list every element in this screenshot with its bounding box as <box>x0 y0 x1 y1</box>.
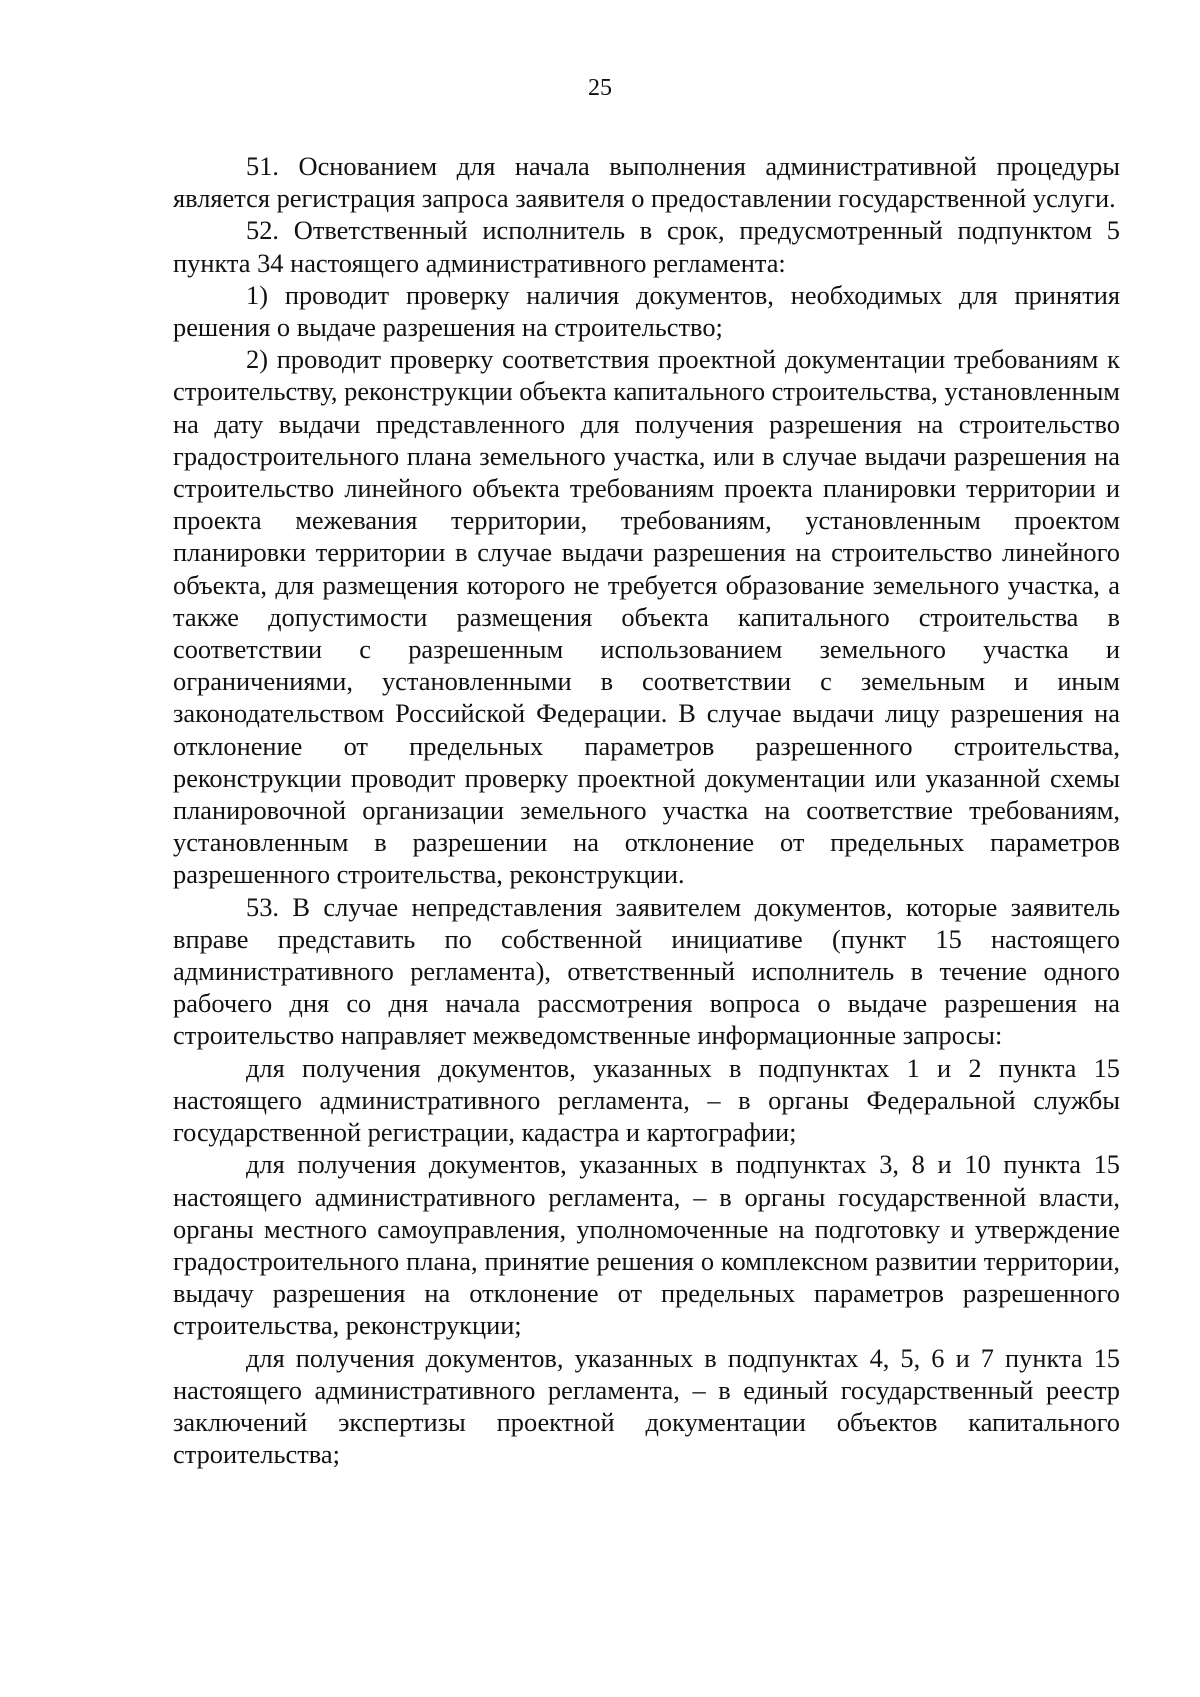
paragraph-52-item-2: 2) проводит проверку соответствия проектной документации требованиям к строительству, реконструкции объекта капитального строительства, установленным на дату выдачи представленного для получения разрешения на строительство градостроительного плана земельного участка, или в случае выдачи разрешения на строительство линейного объекта требованиям проекта планировки территории и проекта межевания территории, требованиям, установленным проектом планировки территории в случае выдачи разрешения на строительство линейного объекта, для размещения которого не требуется образование земельного участка, а также допустимости размещения объекта капитального строительства в соответствии с разрешенным использованием земельного участка и ограничениями, установленными в соответствии с земельным и иным законодательством Российской Федерации. В случае выдачи лицу разрешения на отклонение от предельных параметров разрешенного строительства, реконструкции проводит проверку проектной документации или указанной схемы планировочной организации земельного участка на соответствие требованиям, установленным в разрешении на отклонение от предельных параметров разрешенного строительства, реконструкции. <box>173 344 1120 890</box>
paragraph-51: 51. Основанием для начала выполнения административной процедуры является регистрация запроса заявителя о предоставлении государственной услуги. <box>173 151 1120 214</box>
paragraph-52-item-1: 1) проводит проверку наличия документов, необходимых для принятия решения о выдаче разрешения на строительство; <box>173 279 1120 343</box>
document-body <box>173 150 1120 1470</box>
page-number: 25 <box>588 75 612 101</box>
paragraph-53-request-2: для получения документов, указанных в подпунктах 3, 8 и 10 пункта 15 настоящего административного регламента, – в органы государственной власти, органы местного самоуправления, уполномоченные на подготовку и утверждение градостроительного плана, принятие решения о комплексном развитии территории, выдачу разрешения на отклонение от предельных параметров разрешенного строительства, реконструкции; <box>173 1149 1120 1341</box>
paragraph-53-request-3: для получения документов, указанных в подпунктах 4, 5, 6 и 7 пункта 15 настоящего административного регламента, – в единый государственный реестр заключений экспертизы проектной документации объектов капитального строительства; <box>173 1342 1120 1470</box>
paragraph-53-request-1: для получения документов, указанных в подпунктах 1 и 2 пункта 15 настоящего административного регламента, – в органы Федеральной службы государственной регистрации, кадастра и картографии; <box>173 1052 1120 1148</box>
paragraph-53: 53. В случае непредставления заявителем документов, которые заявитель вправе представить по собственной инициативе (пункт 15 настоящего административного регламента), ответственный исполнитель в течение одного рабочего дня со дня начала рассмотрения вопроса о выдаче разрешения на строительство направляет межведомственные информационные запросы: <box>173 891 1120 1051</box>
paragraph-52: 52. Ответственный исполнитель в срок, предусмотренный подпунктом 5 пункта 34 настоящего административного регламента: <box>173 215 1120 278</box>
